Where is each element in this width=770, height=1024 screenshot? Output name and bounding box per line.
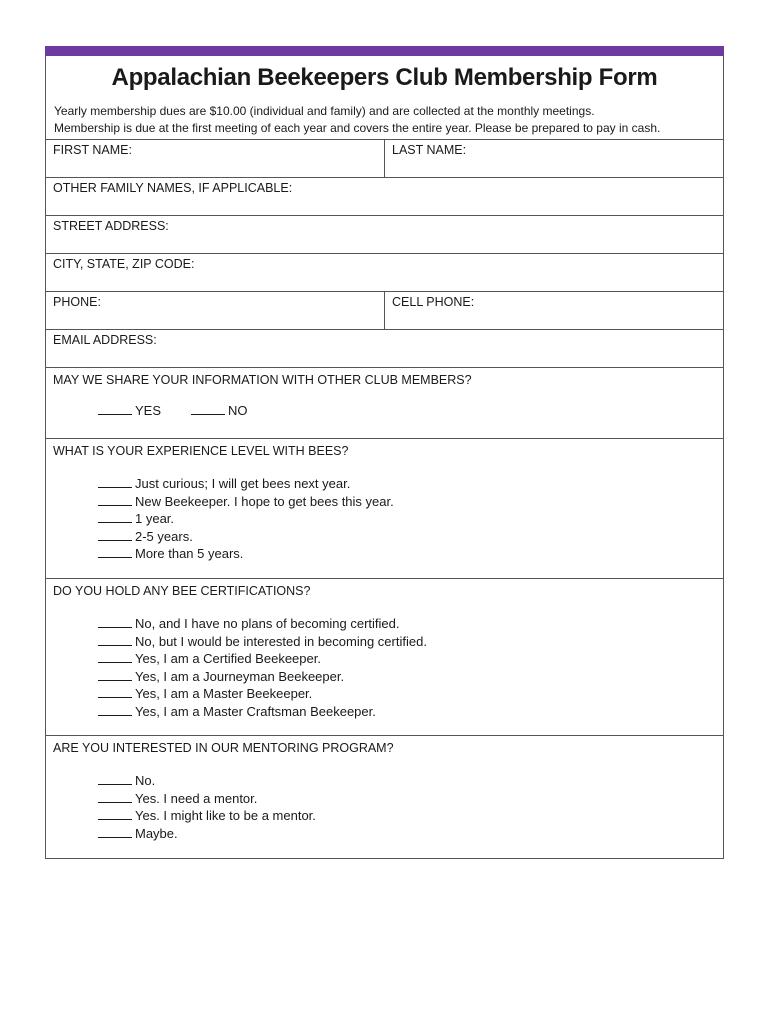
other-family-row [46, 177, 723, 215]
mentoring-option[interactable] [98, 772, 716, 790]
option-label: More than 5 years. [135, 546, 244, 561]
blank-line [98, 825, 132, 838]
option-label: Yes, I am a Master Beekeeper. [135, 686, 313, 701]
option-label: New Beekeeper. I hope to get bees this year. [135, 493, 394, 509]
certifications-options [53, 604, 716, 720]
option-label: No, but I would be interested in becoming certified. [135, 633, 427, 649]
share-yes-label: YES [135, 403, 162, 418]
form-title: Appalachian Beekeepers Club Membership Form [111, 64, 658, 91]
blank-line [98, 633, 132, 646]
blank-line [98, 510, 132, 523]
street-row [46, 215, 723, 253]
blank-line [98, 772, 132, 785]
option-label: 1 year. [135, 511, 175, 526]
blank-line [98, 615, 132, 628]
mentoring-options [53, 761, 716, 842]
share-section [46, 367, 723, 438]
certification-option[interactable] [98, 703, 716, 721]
experience-section [46, 438, 723, 578]
phone-row [46, 291, 723, 329]
phone-field[interactable]: PHONE: [46, 292, 385, 329]
membership-form [45, 46, 724, 859]
blank-line [98, 475, 132, 488]
certification-option[interactable] [98, 685, 716, 703]
option-label: Just curious; I will get bees next year. [135, 476, 351, 491]
blank-line [98, 402, 132, 415]
experience-option[interactable] [98, 493, 716, 511]
experience-options [53, 464, 716, 563]
mentoring-option[interactable] [98, 825, 716, 843]
option-label: Yes, I am a Master Craftsman Beekeeper. [135, 703, 376, 719]
blank-line [98, 650, 132, 663]
mentoring-section [46, 735, 723, 858]
cell-phone-field[interactable]: CELL PHONE: [392, 295, 475, 309]
last-name-field[interactable]: LAST NAME: [392, 143, 467, 157]
option-label: No. [135, 773, 156, 788]
blank-line [98, 685, 132, 698]
share-no-label: NO [228, 403, 248, 418]
city-row [46, 253, 723, 291]
certification-option[interactable] [98, 650, 716, 668]
first-name-field[interactable]: FIRST NAME: [46, 140, 385, 177]
experience-option[interactable] [98, 510, 716, 528]
street-address-field[interactable]: STREET ADDRESS: [53, 219, 169, 233]
blank-line [98, 545, 132, 558]
certification-option[interactable] [98, 633, 716, 651]
option-label: Yes, I am a Certified Beekeeper. [135, 651, 321, 666]
blank-line [191, 402, 225, 415]
blank-line [98, 807, 132, 820]
intro-line-1: Yearly membership dues are $10.00 (individual and family) and are collected at the monthly meetings. [54, 104, 595, 118]
option-label: Yes. I need a mentor. [135, 790, 258, 806]
email-row [46, 329, 723, 367]
share-question: MAY WE SHARE YOUR INFORMATION WITH OTHER CLUB MEMBERS? [53, 373, 472, 387]
experience-option[interactable] [98, 528, 716, 546]
option-label: 2-5 years. [135, 528, 193, 544]
name-row [46, 139, 723, 177]
certifications-question: DO YOU HOLD ANY BEE CERTIFICATIONS? [53, 584, 311, 598]
blank-line [98, 668, 132, 681]
intro-text [46, 95, 723, 139]
certification-option[interactable] [98, 615, 716, 633]
mentoring-option[interactable] [98, 790, 716, 808]
experience-option[interactable] [98, 475, 716, 493]
option-label: No, and I have no plans of becoming certified. [135, 616, 400, 631]
city-state-zip-field[interactable]: CITY, STATE, ZIP CODE: [53, 257, 195, 271]
intro-line-2: Membership is due at the first meeting of each year and covers the entire year. Please be prepared to pay in cash. [54, 121, 661, 135]
email-field[interactable]: EMAIL ADDRESS: [53, 333, 157, 347]
share-no-option[interactable] [191, 401, 248, 423]
other-family-field[interactable]: OTHER FAMILY NAMES, IF APPLICABLE: [53, 181, 293, 195]
experience-option[interactable] [98, 545, 716, 563]
option-label: Yes, I am a Journeyman Beekeeper. [135, 668, 345, 684]
option-label: Yes. I might like to be a mentor. [135, 808, 316, 823]
share-yes-option[interactable] [98, 401, 161, 423]
certification-option[interactable] [98, 668, 716, 686]
blank-line [98, 703, 132, 716]
share-options [53, 393, 716, 423]
experience-question: WHAT IS YOUR EXPERIENCE LEVEL WITH BEES? [53, 444, 349, 458]
option-label: Maybe. [135, 825, 178, 841]
certifications-section [46, 578, 723, 735]
accent-bar [45, 46, 724, 56]
blank-line [98, 528, 132, 541]
blank-line [98, 790, 132, 803]
mentoring-option[interactable] [98, 807, 716, 825]
mentoring-question: ARE YOU INTERESTED IN OUR MENTORING PROGRAM? [53, 741, 394, 755]
blank-line [98, 493, 132, 506]
